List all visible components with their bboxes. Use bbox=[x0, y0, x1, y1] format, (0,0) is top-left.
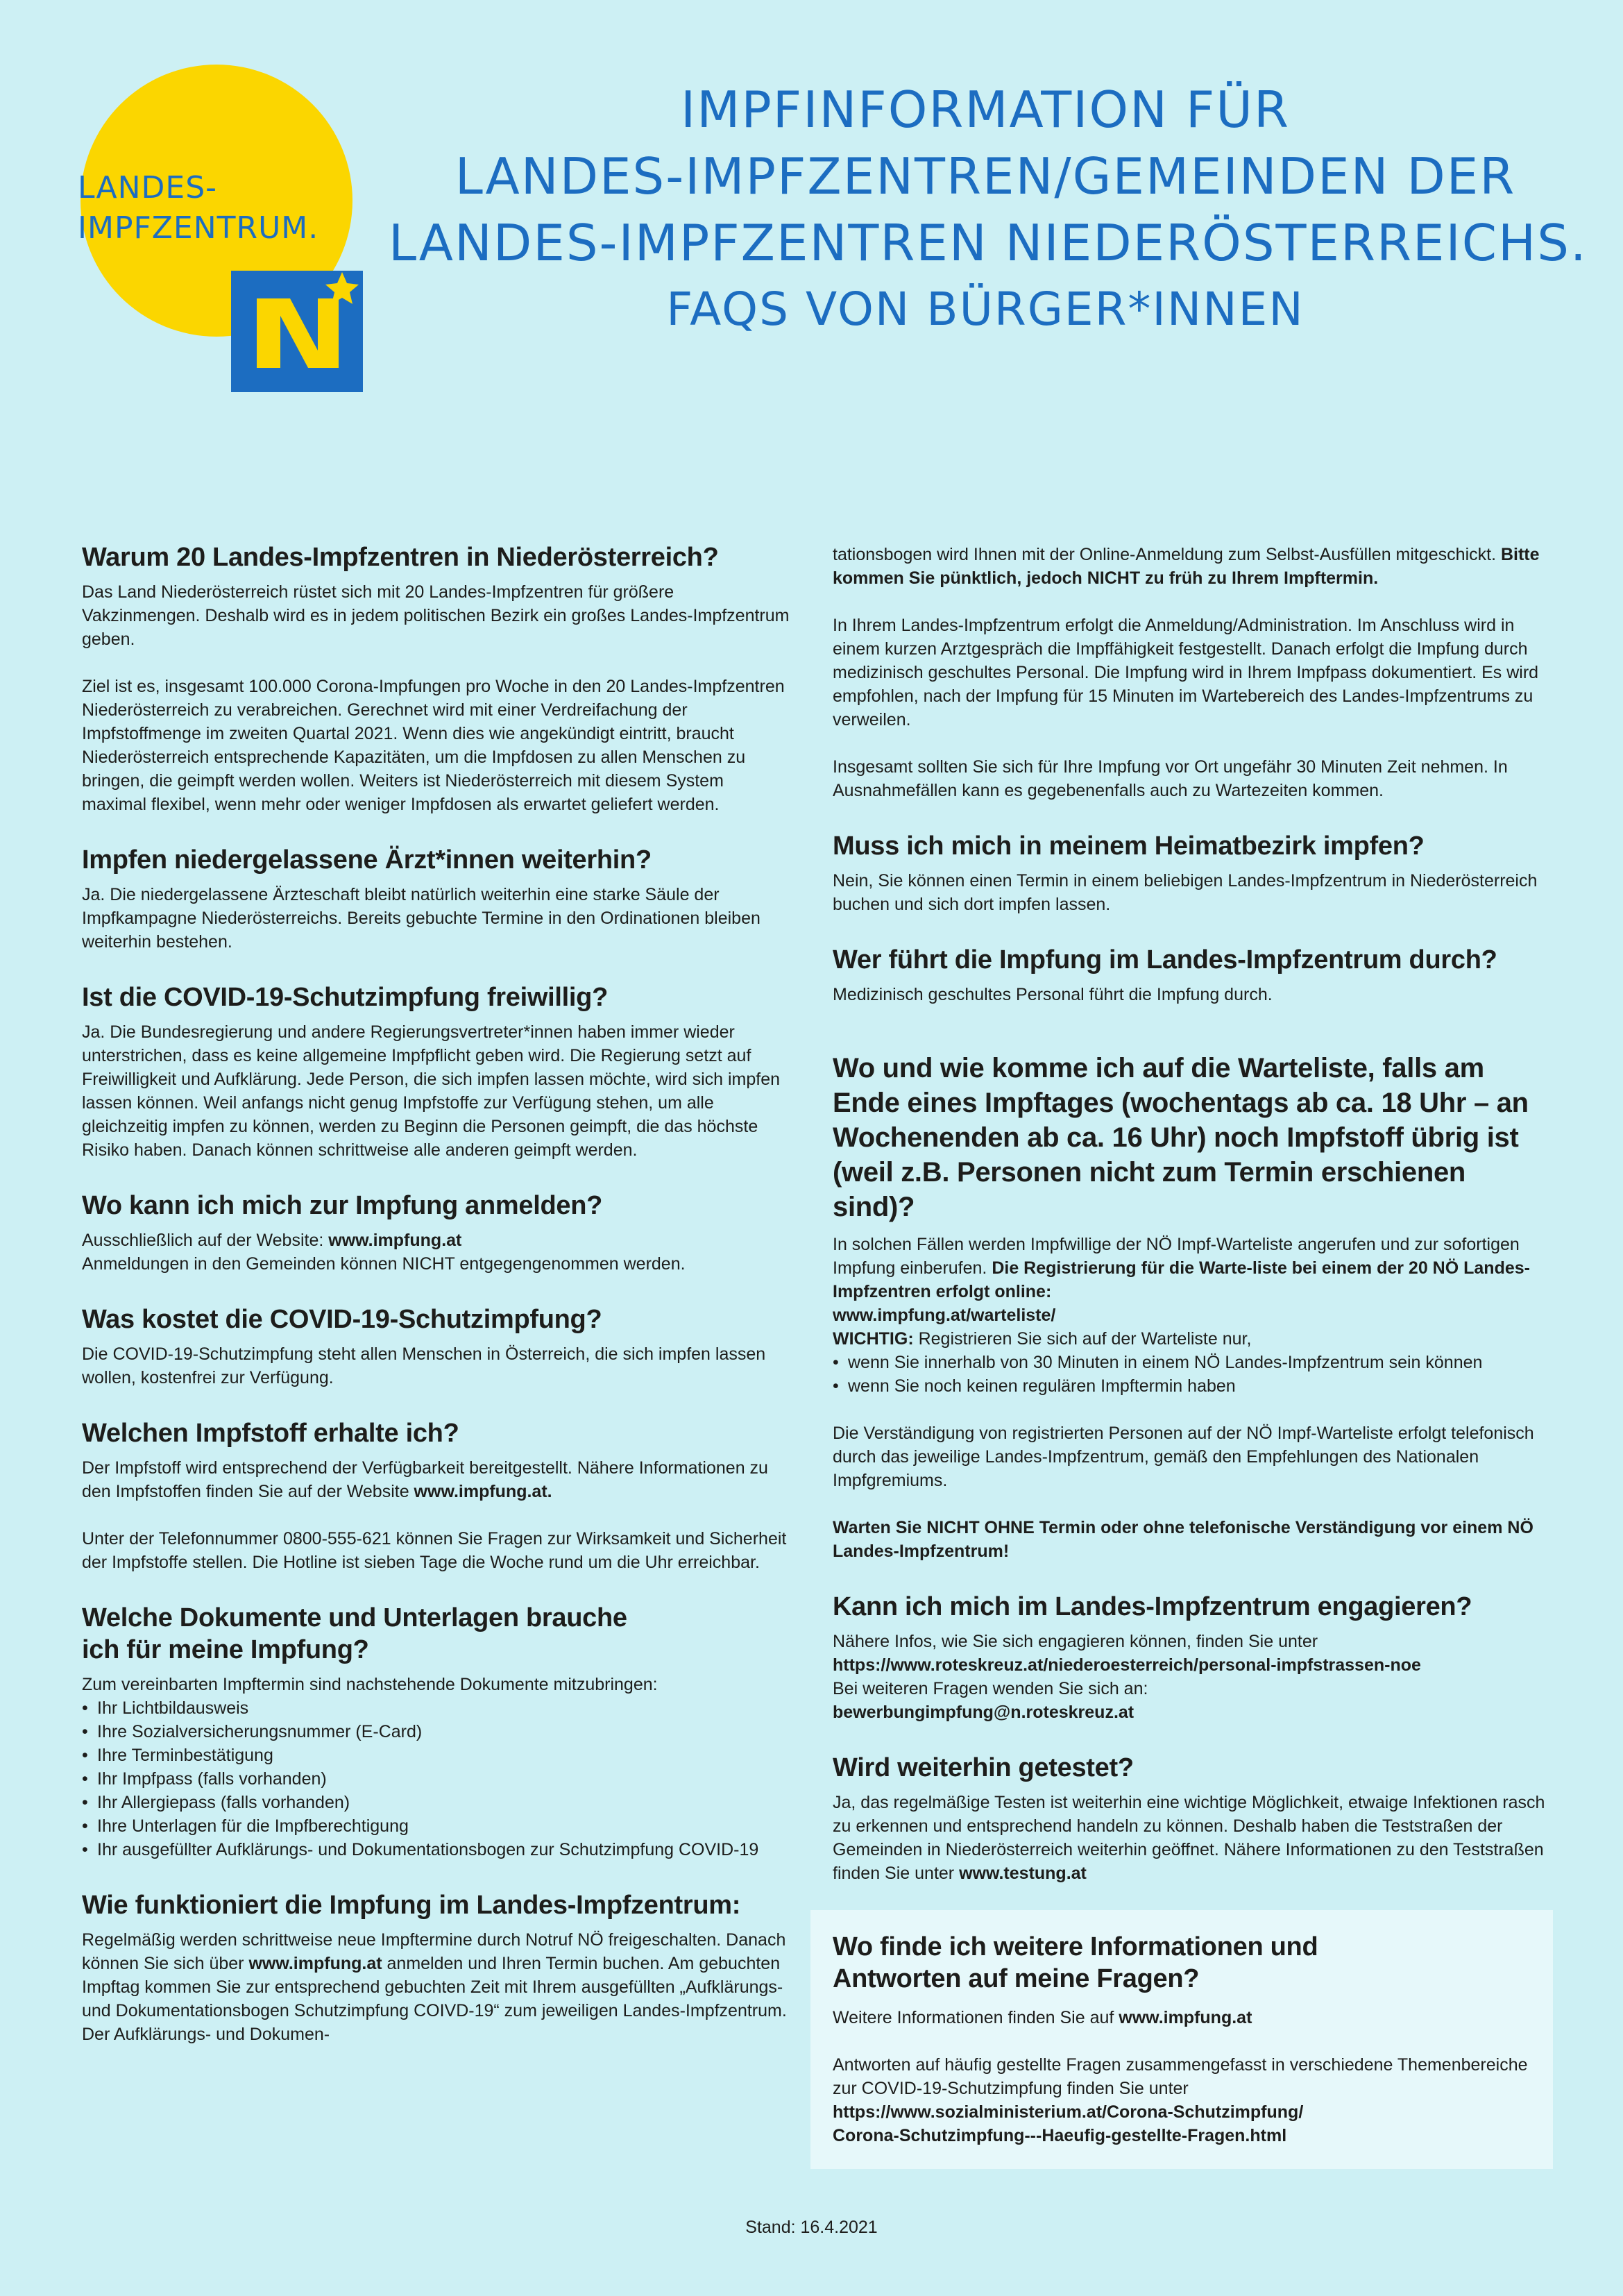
answer-text: Ausschließlich auf der Website: bbox=[82, 1231, 329, 1250]
noe-badge-icon bbox=[231, 271, 363, 392]
heading-line: ich für meine Impfung? bbox=[82, 1635, 369, 1664]
right-column bbox=[833, 543, 1547, 1913]
answer-text: Ja, das regelmäßige Testen ist weiterhin eine wichtige Möglichkeit, etwaige Infektionen rasch zu erkennen und entsprechend handeln zu können. Deshalb haben die Teststraßen der Gemeinden in Niederösterreich weiterhin geöffnet. Nähere Informationen zu den Teststraßen finden Sie unter bbox=[833, 1793, 1545, 1883]
faq-heading: Muss ich mich in meinem Heimatbezirk impfen? bbox=[833, 832, 1425, 861]
faq-section-aerzte bbox=[82, 844, 790, 954]
faq-section-ablauf bbox=[82, 1889, 790, 2046]
impfung-link[interactable]: www.impfung.at bbox=[1119, 2008, 1252, 2027]
sozialministerium-link[interactable] bbox=[833, 2100, 1531, 2147]
warteliste-conditions bbox=[833, 1351, 1547, 1398]
faq-section-personal bbox=[833, 944, 1547, 1006]
faq-answer bbox=[833, 1327, 1547, 1351]
heading-line: Welche Dokumente und Unterlagen brauche bbox=[82, 1603, 627, 1632]
faq-heading: Was kostet die COVID-19-Schutzimpfung? bbox=[82, 1305, 602, 1334]
faq-section-freiwillig bbox=[82, 981, 790, 1162]
infobox-text: Antworten auf häufig gestellte Fragen zusammengefasst in verschiedene Themenbereiche zur COVID-19-Schutzimpfung finden Sie unter bbox=[833, 2055, 1528, 2098]
list-item: • Ihr Lichtbildausweis bbox=[82, 1696, 790, 1720]
roteskreuz-link[interactable]: https://www.roteskreuz.at/niederoesterreich/personal-impfstrassen-noe bbox=[833, 1655, 1421, 1675]
title-line-3: LANDES-IMPFZENTREN NIEDERÖSTERREICHS. bbox=[389, 214, 1588, 272]
list-item: • Ihre Terminbestätigung bbox=[82, 1744, 790, 1767]
faq-answer: Das Land Niederösterreich rüstet sich mit 20 Landes-Impfzentren für größere Vakzinmengen. Deshalb wird es in jedem politischen Bezirk ein großes Landes-Impfzentrum geben. bbox=[82, 582, 790, 649]
infobox-heading bbox=[833, 1931, 1531, 1995]
answer-emphasis: Die Registrierung für die Warte-liste bei einem der 20 NÖ Landes-Impfzentren erfolgt online: bbox=[833, 1258, 1530, 1301]
answer-text: Registrieren Sie sich auf der Warteliste nur, bbox=[913, 1329, 1252, 1349]
faq-section-warteliste bbox=[833, 1051, 1547, 1563]
title-line-1: IMPFINFORMATION FÜR bbox=[681, 81, 1290, 139]
page-title bbox=[389, 76, 1588, 343]
list-item: • Ihr Allergiepass (falls vorhanden) bbox=[82, 1791, 790, 1814]
faq-answer bbox=[833, 1791, 1547, 1885]
faq-answer: Nähere Infos, wie Sie sich engagieren können, finden Sie unter bbox=[833, 1632, 1318, 1651]
faq-answer: Insgesamt sollten Sie sich für Ihre Impfung vor Ort ungefähr 30 Minuten Zeit nehmen. In Ausnahmefällen kann es gegebenenfalls auch zu Wartezeiten kommen. bbox=[833, 757, 1508, 800]
faq-answer bbox=[82, 1928, 790, 2046]
answer-text: Der Impfstoff wird entsprechend der Verfügbarkeit bereitgestellt. Nähere Informationen zu den Impfstoffen finden Sie auf der Website bbox=[82, 1458, 768, 1501]
faq-heading: Wie funktioniert die Impfung im Landes-Impfzentrum: bbox=[82, 1891, 741, 1920]
list-item: • wenn Sie innerhalb von 30 Minuten in einem NÖ Landes-Impfzentrum sein können bbox=[833, 1351, 1547, 1374]
heading-line: Wo finde ich weitere Informationen und bbox=[833, 1932, 1318, 1961]
bewerbung-email-link[interactable]: bewerbungimpfung@n.roteskreuz.at bbox=[833, 1703, 1135, 1722]
heading-line: Antworten auf meine Fragen? bbox=[833, 1964, 1200, 1993]
title-line-2: LANDES-IMPFZENTREN/GEMEINDEN DER bbox=[454, 147, 1516, 205]
faq-answer: Bei weiteren Fragen wenden Sie sich an: bbox=[833, 1679, 1148, 1698]
faq-heading: Welchen Impfstoff erhalte ich? bbox=[82, 1419, 459, 1448]
warteliste-link[interactable]: www.impfung.at/warteliste/ bbox=[833, 1306, 1056, 1325]
faq-answer bbox=[833, 543, 1547, 590]
answer-text: In solchen Fällen werden Impfwillige der NÖ Impf-Warteliste angerufen und zur sofortigen Impfung einberufen. bbox=[833, 1235, 1520, 1278]
faq-heading: Warum 20 Landes-Impfzentren in Niederösterreich? bbox=[82, 543, 719, 572]
faq-answer: Ja. Die Bundesregierung und andere Regierungsvertreter*innen haben immer wieder unterstrichen, dass es keine allgemeine Impfpflicht geben wird. Die Regierung setzt auf Freiwilligkeit und Aufklärung. Jede Person, die sich impfen lassen möchte, wird sich impfen lassen können. Weil anfangs nicht genug Impfstoffe zur Verfügung stehen, um alle gleichzeitig impfen zu können, werden zu Beginn die Personen geimpft, die das höchste Risiko haben. Danach können schrittweise alle anderen geimpft werden. bbox=[82, 1022, 781, 1160]
faq-answer: Nein, Sie können einen Termin in einem beliebigen Landes-Impfzentrum in Niederösterreich buchen und sich dort impfen lassen. bbox=[833, 871, 1538, 914]
logo-text-line1: LANDES- bbox=[78, 170, 218, 205]
title-subtitle: FAQS VON BÜRGER*INNEN bbox=[666, 282, 1305, 336]
list-item: • wenn Sie noch keinen regulären Impftermin haben bbox=[833, 1374, 1547, 1398]
faq-heading: Wo und wie komme ich auf die Warteliste, falls am Ende eines Impftages (wochentags ab ca. 18 Uhr – an Wochenenden ab ca. 16 Uhr) noch Impfstoff übrig ist (weil z.B. Personen nicht zum Termin erschienen sind)? bbox=[833, 1053, 1529, 1222]
answer-emphasis: Bitte kommen Sie pünktlich, jedoch NICHT zu früh zu Ihrem Impftermin. bbox=[833, 545, 1540, 588]
list-item: • Ihr Impfpass (falls vorhanden) bbox=[82, 1767, 790, 1791]
faq-answer: Zum vereinbarten Impftermin sind nachstehende Dokumente mitzubringen: bbox=[82, 1675, 658, 1694]
faq-answer bbox=[82, 1229, 790, 1252]
stand-date: Stand: 16.4.2021 bbox=[745, 2218, 878, 2237]
faq-section-ablauf-continued bbox=[833, 543, 1547, 802]
infobox-text bbox=[833, 2006, 1531, 2029]
faq-section-testung bbox=[833, 1752, 1547, 1885]
faq-answer: Ja. Die niedergelassene Ärzteschaft bleibt natürlich weiterhin eine starke Säule der Impfkampagne Niederösterreichs. Bereits gebuchte Termine in den Ordinationen bleiben weiterhin bestehen. bbox=[82, 885, 760, 952]
logo-graphic bbox=[0, 0, 389, 416]
faq-section-kosten bbox=[82, 1303, 790, 1390]
link-line[interactable]: Corona-Schutzimpfung---Haeufig-gestellte-Fragen.html bbox=[833, 2126, 1287, 2145]
list-item: • Ihre Unterlagen für die Impfberechtigung bbox=[82, 1814, 790, 1838]
answer-text: Weitere Informationen finden Sie auf bbox=[833, 2008, 1119, 2027]
list-item: • Ihre Sozialversicherungsnummer (E-Card) bbox=[82, 1720, 790, 1744]
logo-text-line2: IMPFZENTRUM. bbox=[78, 210, 319, 246]
more-info-box bbox=[810, 1910, 1553, 2169]
faq-answer: Unter der Telefonnummer 0800-555-621 können Sie Fragen zur Wirksamkeit und Sicherheit der Impfstoffe stellen. Die Hotline ist sieben Tage die Woche rund um die Uhr erreichbar. bbox=[82, 1529, 787, 1572]
impfung-link[interactable]: www.impfung.at bbox=[328, 1231, 462, 1250]
faq-section-warum bbox=[82, 541, 790, 816]
faq-answer: Die COVID-19-Schutzimpfung steht allen Menschen in Österreich, die sich impfen lassen wollen, kostenfrei zur Verfügung. bbox=[82, 1344, 766, 1387]
faq-section-impfstoff bbox=[82, 1417, 790, 1574]
testung-link[interactable]: www.testung.at bbox=[959, 1864, 1087, 1883]
faq-answer bbox=[833, 1233, 1547, 1303]
faq-answer: Die Verständigung von registrierten Personen auf der NÖ Impf-Warteliste erfolgt telefonisch durch das jeweilige Landes-Impfzentrum, gemäß den Empfehlungen des Nationalen Impfgremiums. bbox=[833, 1424, 1534, 1490]
answer-text: Regelmäßig werden schrittweise neue Impftermine durch Notruf NÖ freigeschalten. Danach können Sie sich über bbox=[82, 1930, 786, 1973]
faq-section-heimatbezirk bbox=[833, 830, 1547, 916]
answer-text: anmelden und Ihren Termin buchen. Am gebuchten Impftag kommen Sie zur entsprechend gebuchten Zeit mit Ihrem ausgefüllten „Aufklärungs- und Dokumentationsbogen Schutzimpfung COIVD-19“ zum jeweiligen Landes-Impfzentrum. Der Aufklärungs- und Dokumen- bbox=[82, 1954, 787, 2044]
faq-answer bbox=[82, 1456, 790, 1503]
faq-heading: Impfen niedergelassene Ärzt*innen weiterhin? bbox=[82, 845, 652, 875]
answer-text: tationsbogen wird Ihnen mit der Online-Anmeldung zum Selbst-Ausfüllen mitgeschickt. bbox=[833, 545, 1501, 564]
faq-heading bbox=[82, 1602, 790, 1666]
faq-heading: Wird weiterhin getestet? bbox=[833, 1753, 1134, 1782]
warning-text: Warten Sie NICHT OHNE Termin oder ohne telefonische Verständigung vor einem NÖ Landes-Impfzentrum! bbox=[833, 1518, 1533, 1561]
link-line[interactable]: https://www.sozialministerium.at/Corona-Schutzimpfung/ bbox=[833, 2102, 1304, 2122]
document-list bbox=[82, 1696, 790, 1862]
faq-heading: Wo kann ich mich zur Impfung anmelden? bbox=[82, 1191, 603, 1220]
faq-section-dokumente bbox=[82, 1602, 790, 1862]
impfung-link[interactable]: www.impfung.at bbox=[248, 1954, 382, 1973]
faq-answer: Anmeldungen in den Gemeinden können NICHT entgegengenommen werden. bbox=[82, 1254, 686, 1274]
impfung-link[interactable]: www.impfung.at. bbox=[414, 1482, 552, 1501]
list-item: • Ihr ausgefüllter Aufklärungs- und Dokumentationsbogen zur Schutzimpfung COVID-19 bbox=[82, 1838, 790, 1862]
faq-heading: Ist die COVID-19-Schutzimpfung freiwillig? bbox=[82, 983, 608, 1012]
left-column bbox=[82, 541, 790, 2074]
wichtig-label: WICHTIG: bbox=[833, 1329, 914, 1349]
faq-section-engagieren bbox=[833, 1591, 1547, 1724]
faq-answer: Medizinisch geschultes Personal führt die Impfung durch. bbox=[833, 985, 1273, 1004]
faq-answer: Ziel ist es, insgesamt 100.000 Corona-Impfungen pro Woche in den 20 Landes-Impfzentren Niederösterreich zu verabreichen. Gerechnet wird mit einer Verdreifachung der Impfstoffmenge im zweiten Quartal 2021. Wenn dies wie angekündigt eintritt, braucht Niederösterreich entsprechende Kapazitäten, um die Impfdosen zu allen Menschen zu bringen, die geimpft werden wollen. Weiters ist Niederösterreich mit diesem System maximal flexibel, wenn mehr oder weniger Impfdosen als erwartet geliefert werden. bbox=[82, 677, 785, 814]
landes-impfzentrum-logo bbox=[0, 0, 389, 416]
faq-heading: Wer führt die Impfung im Landes-Impfzentrum durch? bbox=[833, 945, 1497, 974]
faq-answer: In Ihrem Landes-Impfzentrum erfolgt die Anmeldung/Administration. Im Anschluss wird in einem kurzen Arztgespräch die Impffähigkeit festgestellt. Danach erfolgt die Impfung durch medizinisch geschultes Personal. Die Impfung wird in Ihrem Impfpass dokumentiert. Es wird empfohlen, nach der Impfung für 15 Minuten im Wartebereich des Landes-Impfzentrums zu verweilen. bbox=[833, 616, 1539, 729]
faq-section-anmelden bbox=[82, 1190, 790, 1276]
faq-heading: Kann ich mich im Landes-Impfzentrum engagieren? bbox=[833, 1592, 1472, 1621]
